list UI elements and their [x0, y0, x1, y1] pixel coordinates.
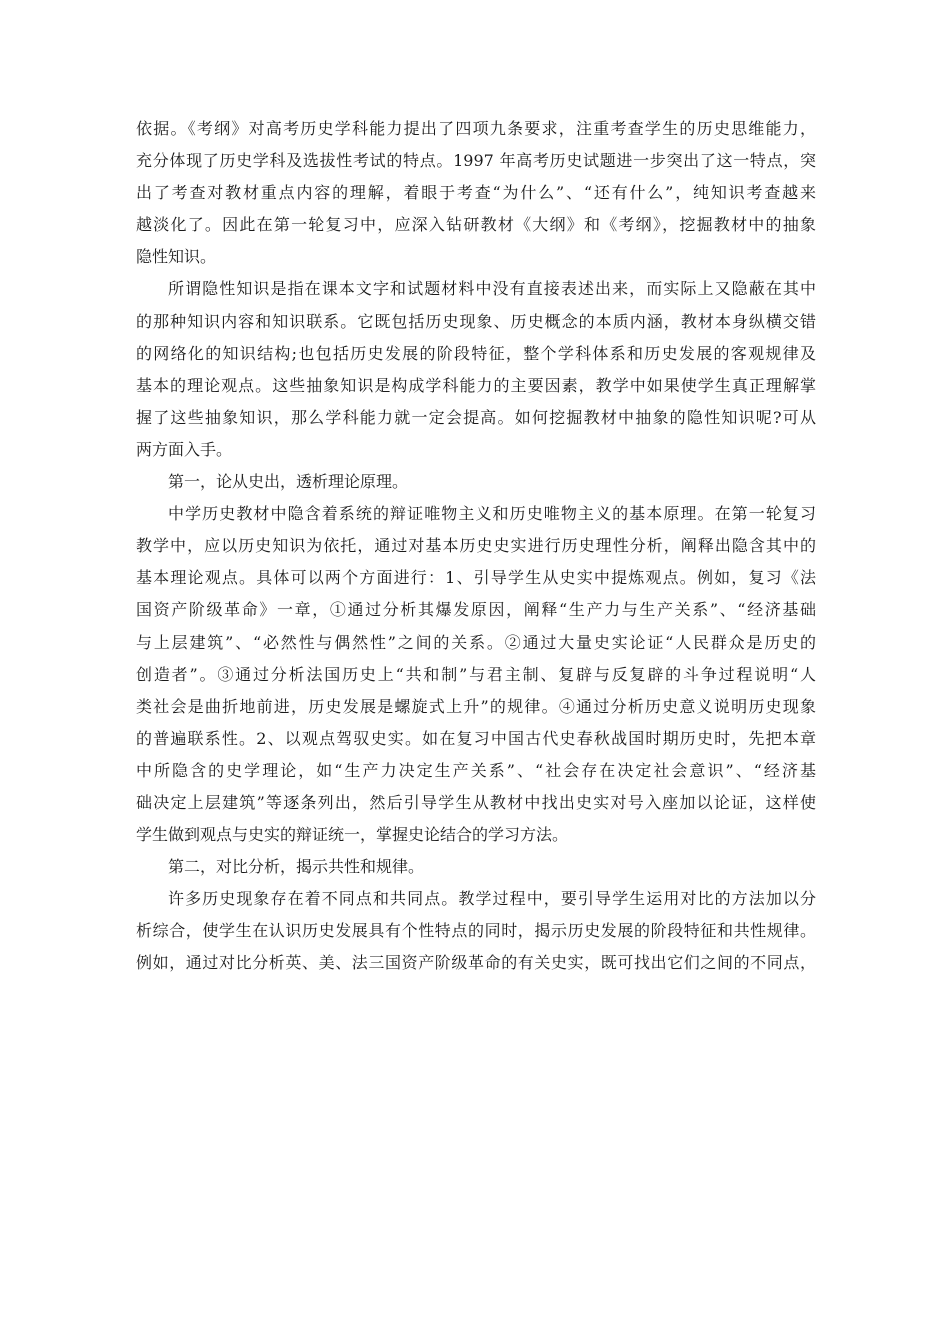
document-body	[136, 113, 816, 980]
text-line: 国资产阶级革命》一章，①通过分析其爆发原因，阐释“生产力与生产关系”、“经济基础	[136, 600, 816, 620]
paragraph-p2	[136, 273, 816, 466]
text-line: 例如，通过对比分析英、美、法三国资产阶级革命的有关史实，既可找出它们之间的不同点，	[136, 953, 816, 973]
text-line: 中学历史教材中隐含着系统的辩证唯物主义和历史唯物主义的基本原理。在第一轮复习	[168, 504, 816, 524]
text-line: 的普遍联系性。2、以观点驾驭史实。如在复习中国古代史春秋战国时期历史时，先把本章	[136, 728, 816, 748]
text-line: 的那种知识内容和知识联系。它既包括历史现象、历史概念的本质内涵，教材本身纵横交错	[136, 311, 816, 331]
text-line: 所谓隐性知识是指在课本文字和试题材料中没有直接表述出来，而实际上又隐蔽在其中	[168, 279, 816, 299]
text-line: 隐性知识。	[136, 247, 217, 267]
paragraph-p4	[136, 498, 816, 851]
text-line: 出了考查对教材重点内容的理解，着眼于考查“为什么”、“还有什么”，纯知识考查越来	[136, 183, 816, 203]
text-line: 类社会是曲折地前进，历史发展是螺旋式上升”的规律。④通过分析历史意义说明历史现象	[136, 696, 816, 716]
text-line: 基本的理论观点。这些抽象知识是构成学科能力的主要因素，教学中如果使学生真正理解掌	[136, 375, 816, 395]
text-line: 的网络化的知识结构;也包括历史发展的阶段特征，整个学科体系和历史发展的客观规律及	[136, 343, 816, 363]
text-line: 充分体现了历史学科及选拔性考试的特点。1997 年高考历史试题进一步突出了这一特点，突	[136, 151, 816, 171]
text-line: 中所隐含的史学理论，如“生产力决定生产关系”、“社会存在决定社会意识”、“经济基	[136, 760, 816, 780]
text-line: 依据。《考纲》对高考历史学科能力提出了四项九条要求，注重考查学生的历史思维能力，	[136, 119, 816, 138]
text-line: 许多历史现象存在着不同点和共同点。教学过程中，要引导学生运用对比的方法加以分	[168, 889, 816, 909]
text-line: 础决定上层建筑”等逐条列出，然后引导学生从教材中找出史实对号入座加以论证，这样使	[136, 792, 816, 812]
text-line: 第二，对比分析，揭示共性和规律。	[168, 857, 425, 877]
paragraph-p6	[136, 883, 816, 979]
text-line: 基本理论观点。具体可以两个方面进行：1、引导学生从史实中提炼观点。例如，复习《法	[136, 568, 816, 588]
text-line: 越淡化了。因此在第一轮复习中，应深入钻研教材《大纲》和《考纲》，挖掘教材中的抽象	[136, 215, 816, 235]
paragraph-p1	[136, 113, 816, 273]
text-line: 握了这些抽象知识，那么学科能力就一定会提高。如何挖掘教材中抽象的隐性知识呢?可从	[136, 407, 816, 427]
text-line: 教学中，应以历史知识为依托，通过对基本历史史实进行历史理性分析，阐释出隐含其中的	[136, 536, 816, 556]
text-line: 两方面入手。	[136, 439, 233, 459]
paragraph-p3	[136, 466, 816, 498]
text-line: 创造者”。③通过分析法国历史上“共和制”与君主制、复辟与反复辟的斗争过程说明“人	[136, 664, 816, 684]
text-line: 第一，论从史出，透析理论原理。	[168, 472, 409, 492]
text-line: 析综合，使学生在认识历史发展具有个性特点的同时，揭示历史发展的阶段特征和共性规律。	[136, 921, 816, 941]
text-line: 与上层建筑”、“必然性与偶然性”之间的关系。②通过大量史实论证“人民群众是历史的	[136, 632, 816, 652]
paragraph-p5	[136, 851, 816, 883]
text-line: 学生做到观点与史实的辩证统一，掌握史论结合的学习方法。	[136, 825, 569, 845]
